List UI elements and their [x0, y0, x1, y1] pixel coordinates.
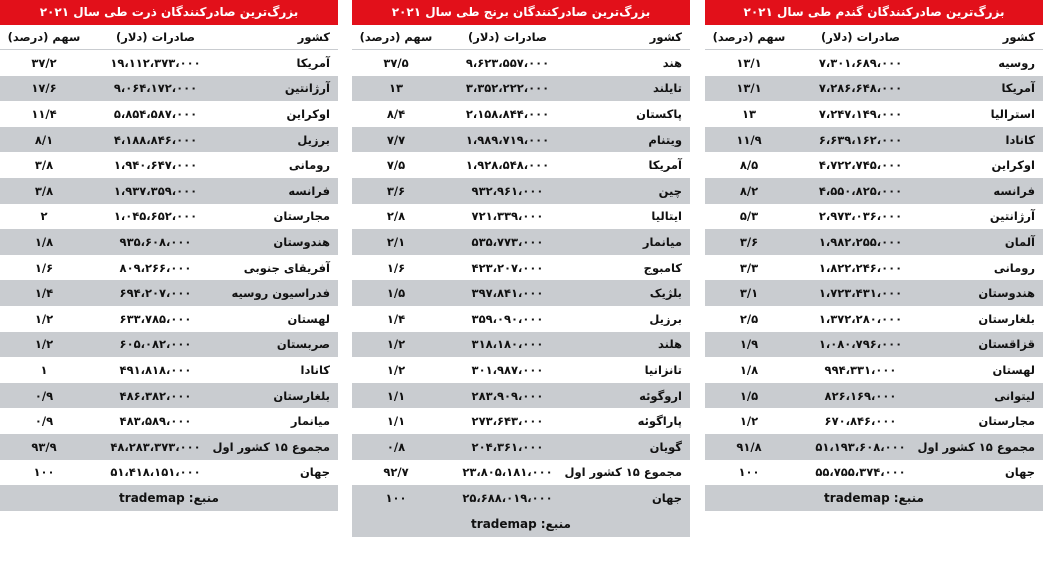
cell-share: ۱۰۰: [33, 465, 55, 480]
table-row: [352, 152, 690, 178]
cell-exports: ۵۱،۱۹۳،۶۰۸،۰۰۰: [815, 439, 906, 454]
cell-country: کانادا: [1005, 132, 1035, 147]
cell-exports: ۹،۶۲۳،۵۵۷،۰۰۰: [465, 55, 550, 70]
header-exports: صادرات (دلار): [115, 30, 196, 44]
cell-country: اوکراین: [991, 158, 1035, 173]
cell-share: ۱/۲: [386, 337, 406, 352]
table-row: [705, 434, 1043, 460]
table-row: [352, 178, 690, 204]
cell-share: ۵/۳: [739, 209, 759, 224]
cell-exports: ۳۰۱،۹۸۷،۰۰۰: [471, 362, 544, 377]
rice-exporters-panel: [352, 0, 690, 573]
cell-share: ۰/۹: [34, 414, 54, 429]
cell-share: ۱/۹: [739, 337, 759, 352]
cell-exports: ۳،۳۵۲،۲۲۲،۰۰۰: [465, 81, 550, 96]
table-row: [352, 280, 690, 306]
cell-share: ۱۰۰: [738, 465, 760, 480]
table-row: [705, 127, 1043, 153]
table-row: [352, 76, 690, 102]
cell-share: ۳۷/۵: [383, 55, 409, 70]
cell-country: برزیل: [297, 132, 330, 147]
cell-share: ۷/۵: [386, 158, 406, 173]
table-row: [705, 152, 1043, 178]
table-row: [0, 460, 338, 486]
cell-country: هندوستان: [978, 286, 1035, 301]
cell-country: آرژانتین: [284, 81, 330, 96]
cell-exports: ۷۲۱،۳۳۹،۰۰۰: [471, 209, 544, 224]
panel-title: بزرگ‌ترین صادرکنندگان ذرت طی سال ۲۰۲۱: [0, 0, 338, 25]
table-row: [0, 204, 338, 230]
table-row: [0, 434, 338, 460]
cell-country: کانادا: [300, 362, 330, 377]
cell-share: ۱۳/۱: [736, 81, 762, 96]
header-country: کشور: [1002, 30, 1035, 44]
cell-exports: ۱،۹۸۲،۲۵۵،۰۰۰: [818, 234, 903, 249]
cell-country: رومانی: [288, 158, 330, 173]
table-row: [0, 357, 338, 383]
cell-exports: ۴۸،۲۸۳،۳۷۳،۰۰۰: [110, 439, 201, 454]
cell-share: ۱/۴: [386, 311, 406, 326]
cell-exports: ۲،۹۷۳،۰۳۶،۰۰۰: [818, 209, 903, 224]
cell-share: ۲: [40, 209, 48, 224]
cell-exports: ۹۳۵،۶۰۸،۰۰۰: [119, 234, 192, 249]
cell-share: ۱/۲: [386, 362, 406, 377]
table-row: [705, 229, 1043, 255]
cell-country: آمریکا: [1001, 81, 1035, 96]
cell-country: پاراگوئه: [637, 414, 682, 429]
header-share: سهم (درصد): [7, 30, 81, 44]
cell-country: بلژیک: [649, 286, 682, 301]
cell-share: ۱/۶: [386, 260, 406, 275]
cell-exports: ۴۹۱،۸۱۸،۰۰۰: [119, 362, 192, 377]
table-row: [352, 306, 690, 332]
cell-country: اوکراین: [286, 106, 330, 121]
table-row: [352, 229, 690, 255]
cell-share: ۱۷/۶: [31, 81, 57, 96]
cell-share: ۹۲/۷: [383, 465, 409, 480]
cell-exports: ۴،۷۲۲،۷۴۵،۰۰۰: [818, 158, 903, 173]
cell-exports: ۴۲۳،۲۰۷،۰۰۰: [471, 260, 544, 275]
cell-share: ۳/۳: [739, 260, 759, 275]
table-row: [705, 76, 1043, 102]
cell-share: ۱/۲: [34, 337, 54, 352]
source-line: [352, 511, 690, 537]
cell-country: لهستان: [992, 362, 1035, 377]
table-row: [352, 485, 690, 511]
cell-country: استرالیا: [990, 106, 1035, 121]
cell-country: جهان: [651, 490, 682, 505]
cell-share: ۲/۱: [386, 234, 406, 249]
cell-country: مجموع ۱۵ کشور اول: [212, 439, 330, 454]
table-row: [352, 408, 690, 434]
table-row: [0, 76, 338, 102]
cell-country: ایتالیا: [651, 209, 682, 224]
cell-exports: ۹۳۲،۹۶۱،۰۰۰: [471, 183, 544, 198]
table-row: [352, 127, 690, 153]
source-value: trademap: [471, 516, 537, 531]
table-row: [705, 332, 1043, 358]
cell-share: ۱۳: [741, 106, 756, 121]
table-row: [0, 152, 338, 178]
table-body: [705, 50, 1043, 485]
cell-country: پاکستان: [636, 106, 682, 121]
cell-country: فرانسه: [993, 183, 1035, 198]
cell-share: ۱۱/۴: [31, 106, 57, 121]
cell-share: ۱۳/۱: [736, 55, 762, 70]
table-row: [705, 280, 1043, 306]
cell-country: تانزانیا: [644, 362, 682, 377]
cell-share: ۳۷/۲: [31, 55, 57, 70]
cell-share: ۲/۸: [386, 209, 406, 224]
cell-country: رومانی: [993, 260, 1035, 275]
cell-country: مجارستان: [978, 414, 1035, 429]
table-row: [705, 408, 1043, 434]
cell-share: ۳/۱: [739, 286, 759, 301]
cell-exports: ۳۵۹،۰۹۰،۰۰۰: [471, 311, 544, 326]
table-row: [705, 460, 1043, 486]
cell-country: جهان: [1004, 465, 1035, 480]
wheat-exporters-panel: [705, 0, 1043, 573]
cell-exports: ۵،۸۵۴،۵۸۷،۰۰۰: [113, 106, 198, 121]
table-row: [705, 204, 1043, 230]
cell-country: اروگوئه: [639, 388, 682, 403]
table-row: [352, 204, 690, 230]
cell-share: ۳/۸: [34, 183, 54, 198]
cell-exports: ۲۵،۶۸۸،۰۱۹،۰۰۰: [462, 490, 553, 505]
cell-share: ۱۳: [388, 81, 403, 96]
cell-share: ۷/۷: [386, 132, 406, 147]
table-body: [0, 50, 338, 485]
cell-country: هلند: [657, 337, 682, 352]
table-row: [705, 50, 1043, 76]
table-row: [352, 332, 690, 358]
table-row: [352, 255, 690, 281]
source-line: [0, 485, 338, 511]
table-row: [0, 101, 338, 127]
table-row: [352, 434, 690, 460]
table-row: [0, 178, 338, 204]
cell-country: فدراسیون روسیه: [231, 286, 330, 301]
table-row: [352, 383, 690, 409]
table-header: [352, 25, 690, 50]
cell-country: تایلند: [653, 81, 682, 96]
cell-exports: ۴،۱۸۸،۸۴۶،۰۰۰: [113, 132, 198, 147]
cell-exports: ۲،۱۵۸،۸۴۴،۰۰۰: [465, 106, 550, 121]
source-label: منبع:: [893, 491, 924, 506]
table-row: [705, 178, 1043, 204]
table-row: [352, 101, 690, 127]
cell-country: مجارستان: [273, 209, 330, 224]
table-row: [705, 357, 1043, 383]
cell-share: ۸/۱: [34, 132, 54, 147]
source-value: trademap: [119, 491, 185, 506]
cell-share: ۳/۶: [739, 234, 759, 249]
table-row: [705, 255, 1043, 281]
cell-country: برزیل: [649, 311, 682, 326]
source-value: trademap: [824, 491, 890, 506]
table-row: [352, 50, 690, 76]
cell-country: صربستان: [276, 337, 330, 352]
cell-country: آمریکا: [648, 158, 682, 173]
panel-title: بزرگ‌ترین صادرکنندگان گندم طی سال ۲۰۲۱: [705, 0, 1043, 25]
cell-share: ۱/۲: [34, 311, 54, 326]
cell-exports: ۴۸۳،۵۸۹،۰۰۰: [119, 414, 192, 429]
cell-share: ۰/۸: [386, 439, 406, 454]
cell-exports: ۶۳۳،۷۸۵،۰۰۰: [119, 311, 192, 326]
cell-country: گویان: [649, 439, 682, 454]
cell-country: کامبوج: [643, 260, 682, 275]
table-header: [0, 25, 338, 50]
panel-title: بزرگ‌ترین صادرکنندگان برنج طی سال ۲۰۲۱: [352, 0, 690, 25]
header-country: کشور: [297, 30, 330, 44]
cell-share: ۸/۲: [739, 183, 759, 198]
cell-country: مجموع ۱۵ کشور اول: [564, 465, 682, 480]
header-share: سهم (درصد): [359, 30, 433, 44]
cell-exports: ۵۵،۷۵۵،۳۷۴،۰۰۰: [815, 465, 906, 480]
cell-country: هند: [662, 55, 682, 70]
source-line: [705, 485, 1043, 511]
cell-share: ۱۰۰: [385, 490, 407, 505]
table-row: [0, 229, 338, 255]
cell-exports: ۴۸۶،۳۸۲،۰۰۰: [119, 388, 192, 403]
cell-exports: ۱،۹۲۸،۵۴۸،۰۰۰: [465, 158, 550, 173]
table-row: [705, 101, 1043, 127]
header-exports: صادرات (دلار): [820, 30, 901, 44]
cell-share: ۱/۶: [34, 260, 54, 275]
table-row: [0, 127, 338, 153]
cell-exports: ۲۳،۸۰۵،۱۸۱،۰۰۰: [462, 465, 553, 480]
cell-exports: ۷،۳۰۱،۶۸۹،۰۰۰: [818, 55, 903, 70]
table-row: [0, 280, 338, 306]
table-row: [0, 306, 338, 332]
table-row: [0, 383, 338, 409]
cell-country: آرژانتین: [989, 209, 1035, 224]
cell-country: لیتوانی: [994, 388, 1035, 403]
cell-share: ۱: [40, 362, 48, 377]
cell-exports: ۱،۹۸۹،۷۱۹،۰۰۰: [465, 132, 550, 147]
cell-share: ۳/۶: [386, 183, 406, 198]
cell-exports: ۲۸۳،۹۰۹،۰۰۰: [471, 388, 544, 403]
cell-share: ۸/۵: [739, 158, 759, 173]
cell-share: ۱۱/۹: [736, 132, 762, 147]
cell-exports: ۲۷۳،۶۴۳،۰۰۰: [471, 414, 544, 429]
cell-share: ۱/۵: [739, 388, 759, 403]
cell-exports: ۱،۷۲۳،۴۳۱،۰۰۰: [818, 286, 903, 301]
cell-exports: ۵۳۵،۷۷۳،۰۰۰: [471, 234, 544, 249]
cell-share: ۲/۵: [739, 311, 759, 326]
table-row: [0, 408, 338, 434]
cell-exports: ۴،۵۵۰،۸۲۵،۰۰۰: [818, 183, 903, 198]
header-country: کشور: [649, 30, 682, 44]
cell-exports: ۷،۲۴۷،۱۴۹،۰۰۰: [818, 106, 903, 121]
cell-country: لهستان: [287, 311, 330, 326]
cell-country: هندوستان: [273, 234, 330, 249]
cell-share: ۱/۸: [739, 362, 759, 377]
cell-share: ۱/۱: [386, 388, 406, 403]
cell-exports: ۷،۲۸۶،۶۴۸،۰۰۰: [818, 81, 903, 96]
cell-exports: ۸۰۹،۲۶۶،۰۰۰: [119, 260, 192, 275]
source-label: منبع:: [540, 516, 571, 531]
cell-country: فرانسه: [288, 183, 330, 198]
cell-share: ۳/۸: [34, 158, 54, 173]
table-row: [0, 50, 338, 76]
table-row: [352, 460, 690, 486]
cell-country: ویتنام: [648, 132, 682, 147]
cell-exports: ۶۷۰،۸۴۶،۰۰۰: [824, 414, 897, 429]
cell-exports: ۹۹۴،۳۳۱،۰۰۰: [824, 362, 897, 377]
cell-share: ۸/۴: [386, 106, 406, 121]
table-row: [705, 306, 1043, 332]
table-row: [0, 255, 338, 281]
cell-country: آمریکا: [296, 55, 330, 70]
cell-country: بلغارستان: [978, 311, 1035, 326]
header-share: سهم (درصد): [712, 30, 786, 44]
corn-exporters-panel: [0, 0, 338, 573]
cell-share: ۱/۲: [739, 414, 759, 429]
cell-country: آلمان: [1004, 234, 1035, 249]
cell-exports: ۶۹۴،۲۰۷،۰۰۰: [119, 286, 192, 301]
cell-country: میانمار: [642, 234, 682, 249]
table-body: [352, 50, 690, 511]
cell-share: ۱/۸: [34, 234, 54, 249]
cell-country: روسیه: [998, 55, 1035, 70]
cell-exports: ۱،۸۲۲،۲۴۶،۰۰۰: [818, 260, 903, 275]
table-header: [705, 25, 1043, 50]
cell-country: چین: [658, 183, 682, 198]
table-row: [705, 383, 1043, 409]
cell-exports: ۶،۶۳۹،۱۶۲،۰۰۰: [818, 132, 903, 147]
cell-exports: ۲۰۴،۳۶۱،۰۰۰: [471, 439, 544, 454]
cell-exports: ۱۹،۱۱۲،۳۷۳،۰۰۰: [110, 55, 201, 70]
cell-exports: ۸۲۶،۱۶۹،۰۰۰: [824, 388, 897, 403]
cell-exports: ۵۱،۴۱۸،۱۵۱،۰۰۰: [110, 465, 201, 480]
cell-exports: ۱،۳۷۲،۲۸۰،۰۰۰: [818, 311, 903, 326]
cell-share: ۱/۱: [386, 414, 406, 429]
cell-country: بلغارستان: [273, 388, 330, 403]
cell-exports: ۳۱۸،۱۸۰،۰۰۰: [471, 337, 544, 352]
source-label: منبع:: [188, 491, 219, 506]
cell-country: میانمار: [290, 414, 330, 429]
cell-exports: ۶۰۵،۰۸۲،۰۰۰: [119, 337, 192, 352]
cell-country: آفریقای جنوبی: [243, 260, 330, 275]
cell-share: ۱/۵: [386, 286, 406, 301]
cell-exports: ۱،۹۴۰،۶۴۷،۰۰۰: [113, 158, 198, 173]
cell-share: ۱/۴: [34, 286, 54, 301]
cell-exports: ۹،۰۶۴،۱۷۲،۰۰۰: [113, 81, 198, 96]
cell-exports: ۱،۹۳۷،۳۵۹،۰۰۰: [113, 183, 198, 198]
cell-share: ۹۳/۹: [31, 439, 57, 454]
header-exports: صادرات (دلار): [467, 30, 548, 44]
cell-exports: ۱،۰۸۰،۷۹۶،۰۰۰: [818, 337, 903, 352]
cell-exports: ۱،۰۴۵،۶۵۲،۰۰۰: [113, 209, 198, 224]
cell-country: جهان: [299, 465, 330, 480]
cell-country: مجموع ۱۵ کشور اول: [917, 439, 1035, 454]
cell-share: ۰/۹: [34, 388, 54, 403]
table-row: [0, 332, 338, 358]
table-row: [352, 357, 690, 383]
cell-share: ۹۱/۸: [736, 439, 762, 454]
cell-country: قزاقستان: [978, 337, 1035, 352]
cell-exports: ۳۹۷،۸۴۱،۰۰۰: [471, 286, 544, 301]
